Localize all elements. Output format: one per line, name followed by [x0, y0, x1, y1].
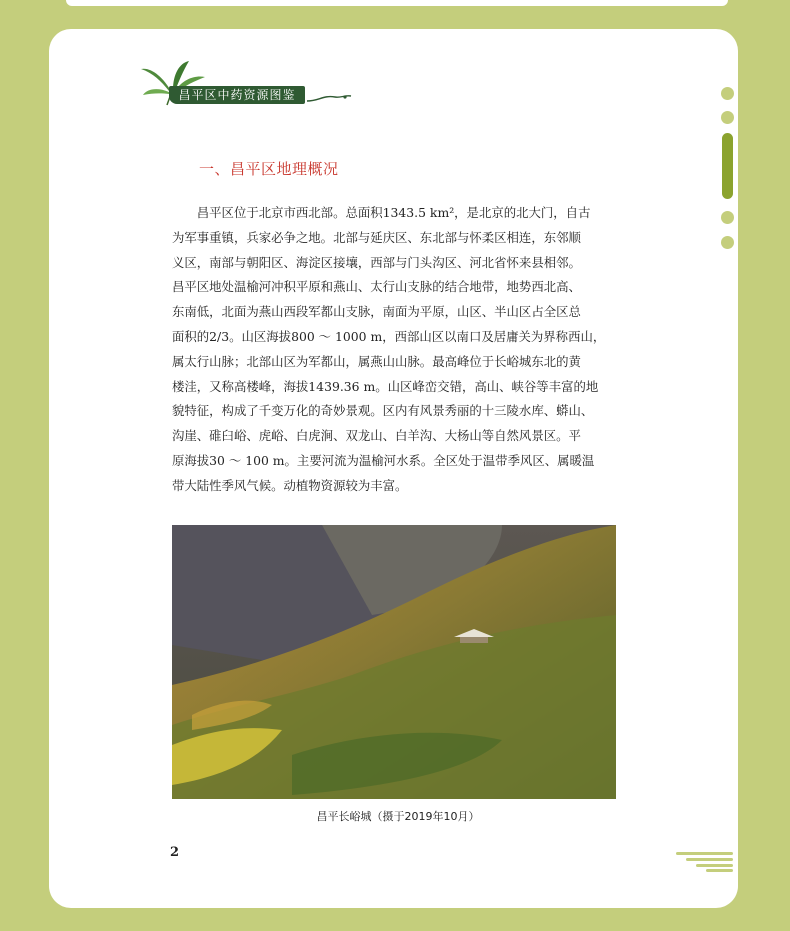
footer-stripes-decoration: [676, 852, 733, 872]
page-number: 2: [170, 845, 180, 860]
side-dot: [721, 236, 734, 249]
side-dot: [721, 111, 734, 124]
book-title-banner: 昌平区中药资源图鉴: [169, 86, 305, 104]
top-page-edge: [66, 0, 728, 6]
side-dot: [721, 87, 734, 100]
body-paragraph: 昌平区位于北京市西北部。总面积1343.5 km²，是北京的北大门，自古 为军事重镇，兵家必争之地。北部与延庆区、东北部与怀柔区相连，东邻顺 义区，南部与朝阳区、海淀区接壤，西部与门头沟区、河北省怀来县相邻。 昌平区地处温榆河冲积平原和燕山、太行山支脉的结合地带，地势西北高、 东南低，北面为燕山西段军都山支脉，南面为平原，山区、半山区占全区总 面积的2/3。山区海拔800 ～ 1000 m，西部山区以南口及居庸关为界称西山， 属太行山脉；北部山区为军都山，属燕山山脉。最高峰位于长峪城东北的黄 楼洼，又称高楼峰，海拔1439.36 m。山区峰峦交错，高山、峡谷等丰富的地 貌特征，构成了千变万化的奇妙景观。区内有风景秀丽的十三陵水库、蟒山、 沟崖、碓臼峪、虎峪、白虎涧、双龙山、白羊沟、大杨山等自然风景区。平 原海拔30 ～ 100 m。主要河流为温榆河水系。全区处于温带季风区、属暖温 带大陆性季风气候。动植物资源较为丰富。: [172, 205, 606, 493]
side-progress-bar: [722, 133, 733, 199]
side-dot: [721, 211, 734, 224]
landscape-photo: [172, 525, 616, 799]
section-heading: 一、昌平区地理概况: [199, 160, 339, 178]
photo-caption: 昌平长峪城（摄于2019年10月）: [316, 810, 480, 823]
